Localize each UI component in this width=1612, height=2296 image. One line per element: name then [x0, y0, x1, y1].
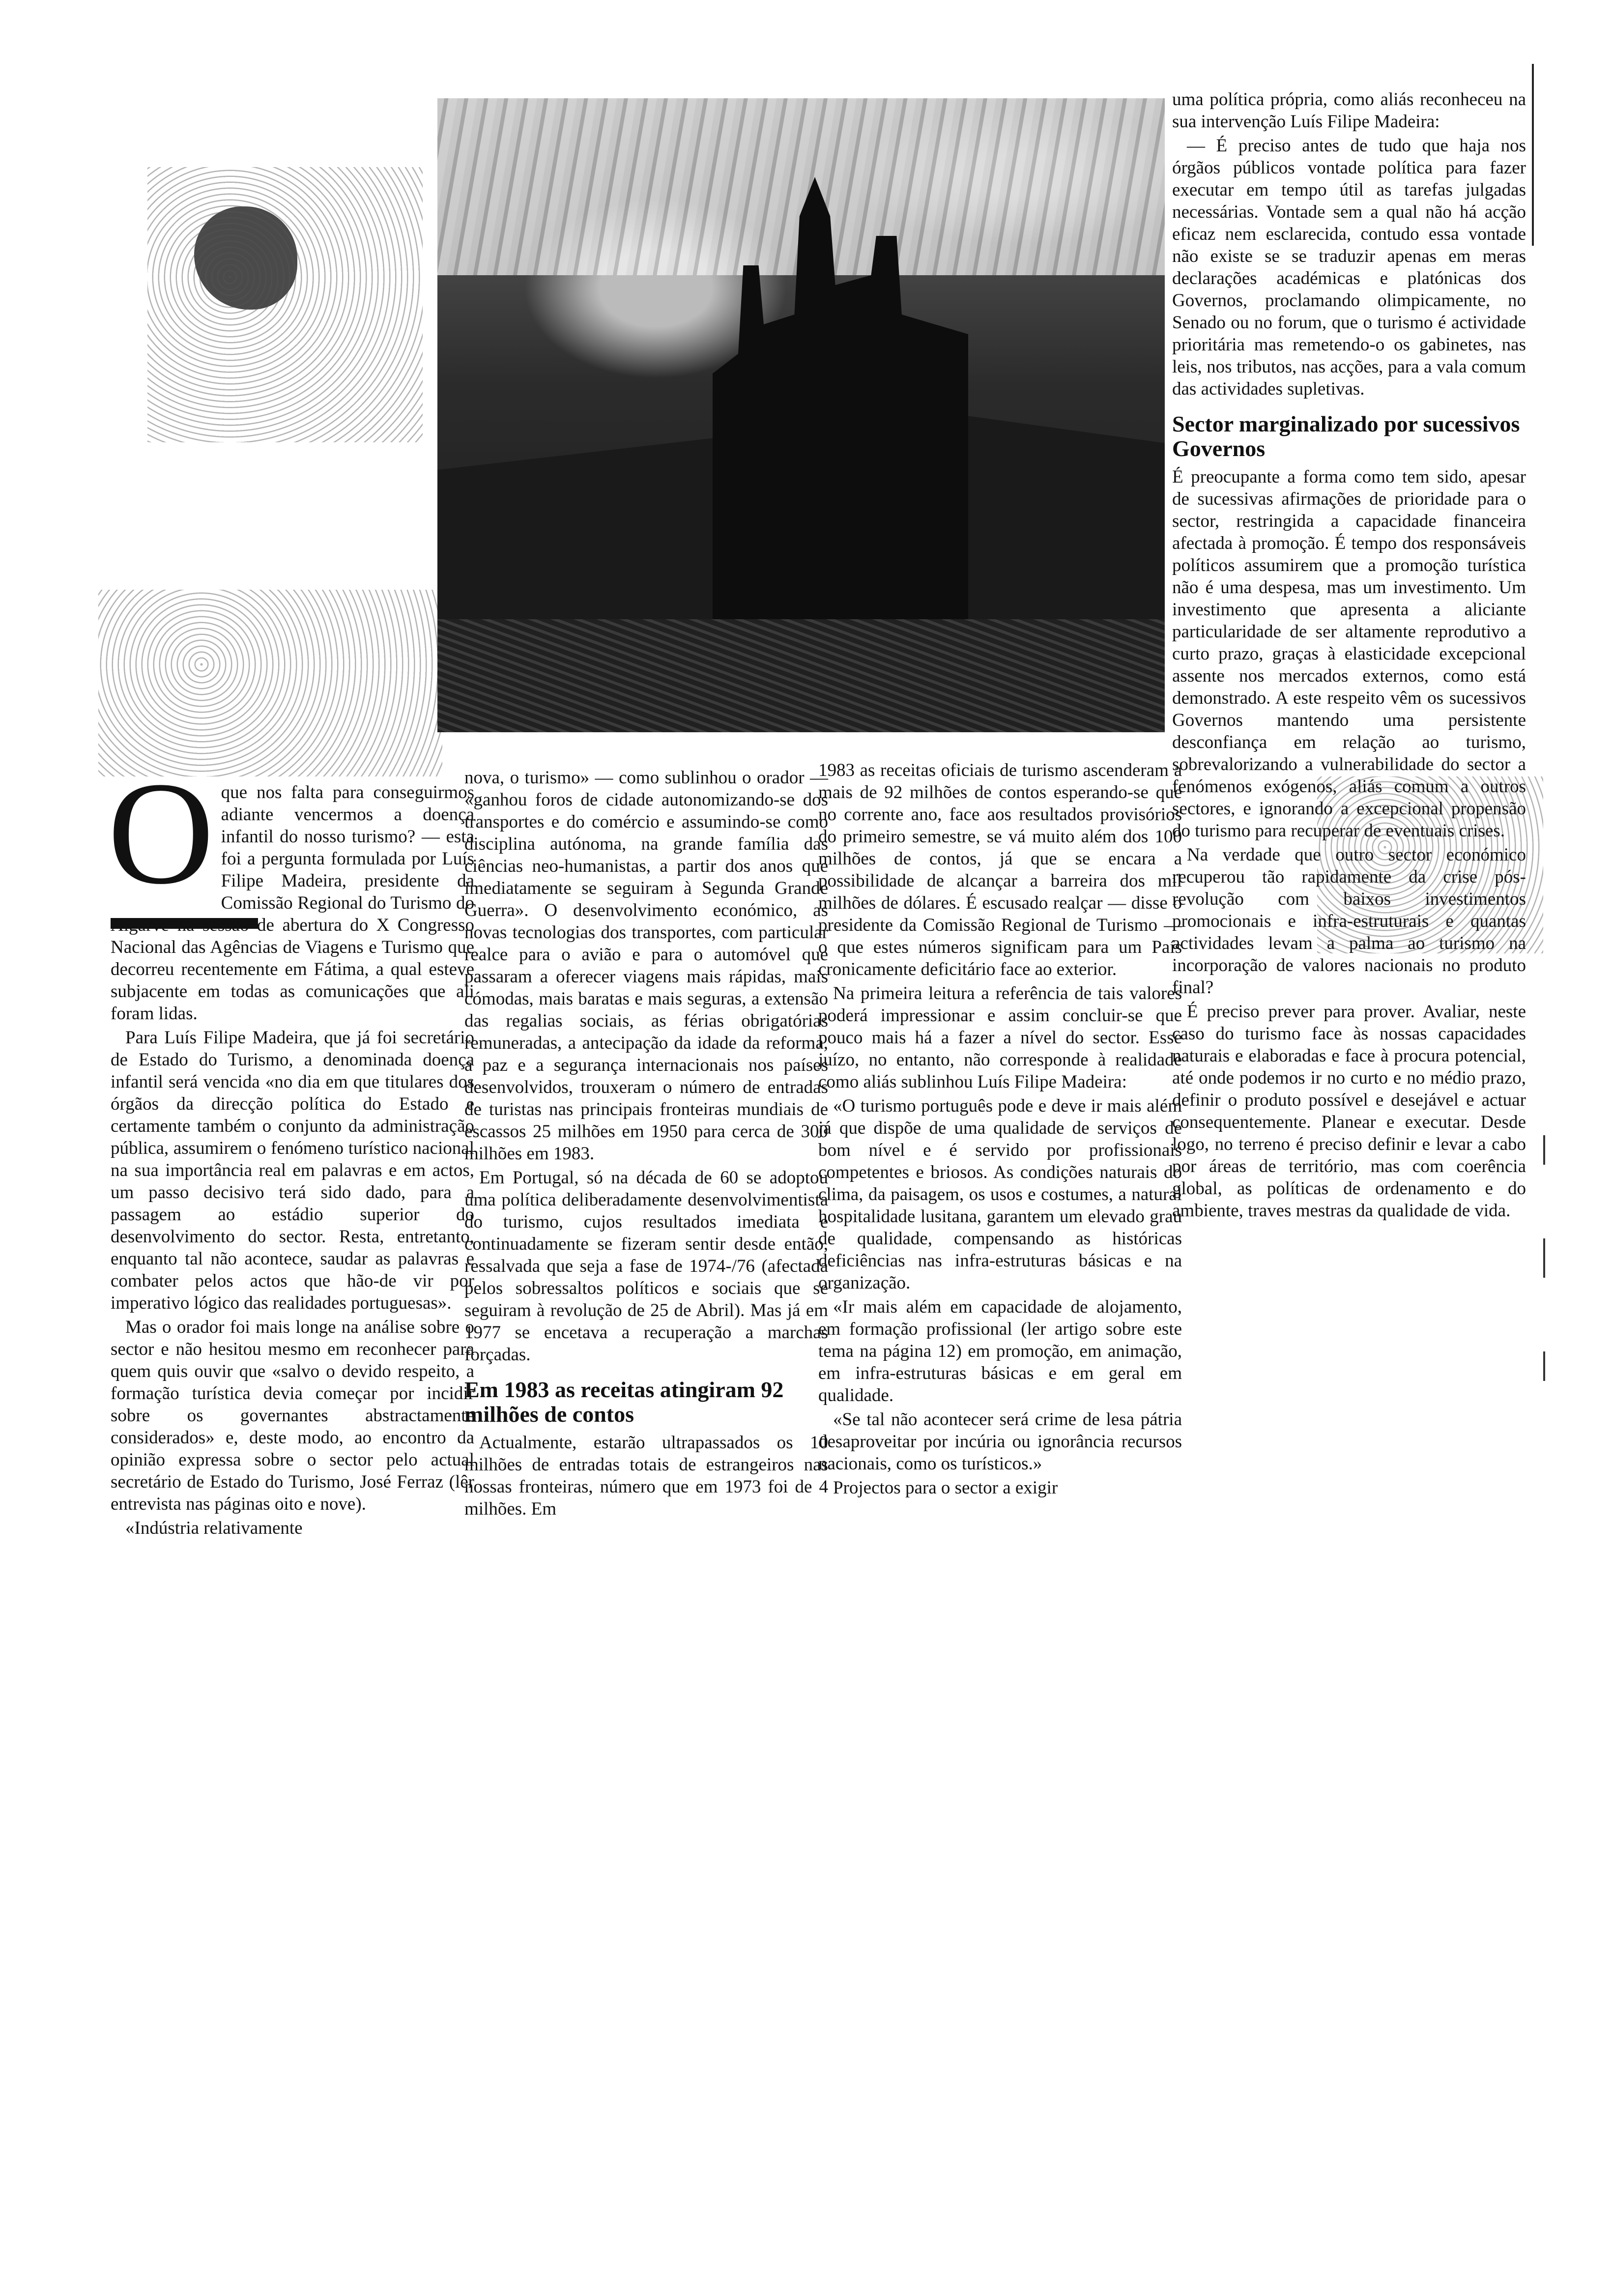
column-2	[464, 767, 828, 1522]
margin-mark	[1543, 1238, 1545, 1278]
article-paragraph: Projectos para o sector a exigir	[833, 1478, 1058, 1498]
column-4	[1172, 88, 1526, 1224]
article-paragraph: Actualmente, estarão ultrapassados os 10 milhões de entradas totais de estrangeiros nas nossas fronteiras, número que em 1973 foi de 4 milhões. Em	[464, 1433, 828, 1519]
scan-noise	[98, 590, 442, 776]
article-paragraph: É preciso prever para prover. Avaliar, neste caso do turismo face às nossas capacidades naturais e elaboradas e face à procura potencial, até onde podemos ir no curto e no médio prazo, definir o produto possível e desejável e actuar consequentemente. Planear e executar. Desde logo, no terreno é preciso definir e levar a cabo por áreas de território, mas com coerência global, as políticas de ordenamento e do ambiente, traves mestras da qualidade de vida.	[1172, 1002, 1526, 1221]
article-paragraph: É preocupante a forma como tem sido, apesar de sucessivas afirmações de prioridade para o sector, restringida a capacidade financeira afectada à promoção. É tempo dos responsáveis políticos assumirem que a promoção turística não é uma despesa, mas um investimento. Um investimento que apresenta a aliciante particularidade de ser altamente reprodutivo a curto prazo, graças à elasticidade excepcional assente nos mercados externos, como está demonstrado. A este respeito vêm os sucessivos Governos mantendo uma persistente desconfiança em relação ao turismo, sobrevalorizando a vulnerabilidade do sector a fenómenos exógenos, aliás comum a outros sectores, e ignorando a excepcional propensão do turismo para recuperar de eventuais crises.	[1172, 467, 1526, 841]
castle-photo	[437, 98, 1165, 732]
drop-cap: O	[108, 751, 214, 915]
article-paragraph: Na primeira leitura a referência de tais valores poderá impressionar e assim concluir-se que pouco mais há a fazer a nível do sector. Esse juízo, no entanto, não corresponde à realidade como aliás sublinhou Luís Filipe Madeira:	[818, 983, 1182, 1092]
column-rule	[1532, 64, 1534, 246]
article-paragraph: Em Portugal, só na década de 60 se adoptou uma política deliberadamente desenvolvimentista do turismo, cujos resultados imediata e continuadamente se fizeram sentir desde então, ressalvada que seja a fase de 1974-/76 (afectada pelos sobressaltos políticos e sociais que se seguiram à revolução de 25 de Abril). Mas já em 1977 se encetava a recuperação a marchas forçadas.	[464, 1168, 828, 1365]
photo-ground	[437, 619, 1165, 732]
section-heading: Sector marginalizado por sucessivos Governos	[1172, 411, 1520, 461]
article-paragraph: — É preciso antes de tudo que haja nos órgãos públicos vontade política para fazer executar em tempo útil as tarefas julgadas necessárias. Vontade sem a qual não há acção eficaz nem esclarecida, contudo essa vontade não existe se se traduzir apenas em meras declarações académicas e platónicas dos Governos, proclamando olimpicamente, no Senado ou no forum, que o turismo é actividade prioritária mas remetendo-o os gabinetes, nas leis, nos tributos, nas acções, para a vala comum das actividades supletivas.	[1172, 136, 1526, 399]
article-paragraph: Para Luís Filipe Madeira, que já foi secretário de Estado do Turismo, a denominada doença infantil será vencida «no dia em que titulares dos órgãos da direcção política do Estado e certamente também o conjunto da administração pública, assumirem o fenómeno turístico nacional na sua importância real em palavras e em actos, um passo decisivo terá sido dado, para a passagem ao estádio superior do desenvolvimento do sector. Resta, entretanto, enquanto tal não acontece, saudar as palavras e combater pelos actos que hão-de vir por imperativo lógico das realidades portuguesas».	[111, 1028, 474, 1313]
article-paragraph: Oque nos falta para conseguirmos adiante vencermos a doença infantil do nosso turismo? — esta foi a pergunta formulada por Luís Filipe Madeira, presidente da Comissão Regional do Turismo do Algarve na sessão de abertura do X Congresso Nacional das Agências de Viagens e Turismo que decorreu recentemente em Fátima, a qual esteve subjacente em todas as comunicações que ali foram lidas.	[108, 751, 474, 1024]
article-paragraph: Mas o orador foi mais longe na análise sobre o sector e não hesitou mesmo em reconhecer para quem quis ouvir que «salvo o devido respeito, a formação turística devia começar por incidir sobre os governantes abstractamente considerados» e, deste modo, ao encontro da opinião expressa sobre o sector pelo actual secretário de Estado do Turismo, José Ferraz (lêr entrevista nas páginas oito e nove).	[111, 1317, 474, 1514]
article-paragraph: nova, o turismo» — como sublinhou o orador — «ganhou foros de cidade autonomizando-se dos transportes e do comércio e assumindo-se como disciplina autónoma, na grande família das ciências neo-humanistas, a partir dos anos que imediatamente se seguiram à Segunda Grande Guerra». O desenvolvimento económico, as novas tecnologias dos transportes, com particular realce para o avião e para o automóvel que passaram a oferecer viagens mais rápidas, mais cómodas, mais baratas e mais seguras, a extensão das regalias sociais, as férias obrigatórias remuneradas, a antecipação da idade da reforma, a paz e a segurança internacionais nos países desenvolvidos, trouxeram o número de entradas de turistas nas principais fronteiras mundiais de escassos 25 milhões em 1950 para cerca de 300 milhões em 1983.	[464, 768, 828, 1164]
margin-mark	[1543, 1135, 1545, 1165]
article-paragraph: «Ir mais além em capacidade de alojamento, em formação profissional (ler artigo sobre este tema na página 12) em promoção, em animação, em infra-estruturas básicas e em geral em qualidade.	[818, 1297, 1182, 1406]
article-paragraph: uma política própria, como aliás reconheceu na sua intervenção Luís Filipe Madeira:	[1172, 89, 1526, 132]
article-paragraph: 1983 as receitas oficiais de turismo ascenderam a mais de 92 milhões de contos esperando-se que no corrente ano, face aos resultados provisórios do primeiro semestre, se vá muito além dos 100 milhões de contos, já que se encara a possibilidade de alcançar a barreira dos mil milhões de dólares. É escusado realçar — disse o presidente da Comissão Regional de Turismo — o que estes números significam para um País cronicamente deficitário face ao exterior.	[818, 760, 1182, 979]
column-1	[108, 751, 474, 1541]
margin-mark	[1543, 1351, 1545, 1381]
column-3	[818, 759, 1182, 1501]
section-heading: Em 1983 as receitas atingiram 92 milhões de contos	[464, 1377, 784, 1427]
article-paragraph: «Indústria relativamente	[125, 1518, 303, 1538]
scan-noise	[147, 167, 423, 442]
article-paragraph: «O turismo português pode e deve ir mais além já que dispõe de uma qualidade de serviços de bom nível e é servido por profissionais competentes e briosos. As condições naturais do clima, da paisagem, os usos e costumes, a natural hospitalidade lusitana, garantem um elevado grau de qualidade, compensando as históricas deficiências nas infra-estruturas básicas e na organização.	[818, 1096, 1182, 1293]
article-paragraph: Na verdade que outro sector económico recuperou tão rapidamente da crise pós-revolução com baixos investimentos promocionais e infra-estruturais e quantas actividades levam a palma ao turismo na incorporação de valores nacionais no produto final?	[1172, 845, 1526, 998]
article-paragraph: «Se tal não acontecer será crime de lesa pátria desaproveitar por incúria ou ignorância recursos nacionais, como os turísticos.»	[818, 1409, 1182, 1474]
